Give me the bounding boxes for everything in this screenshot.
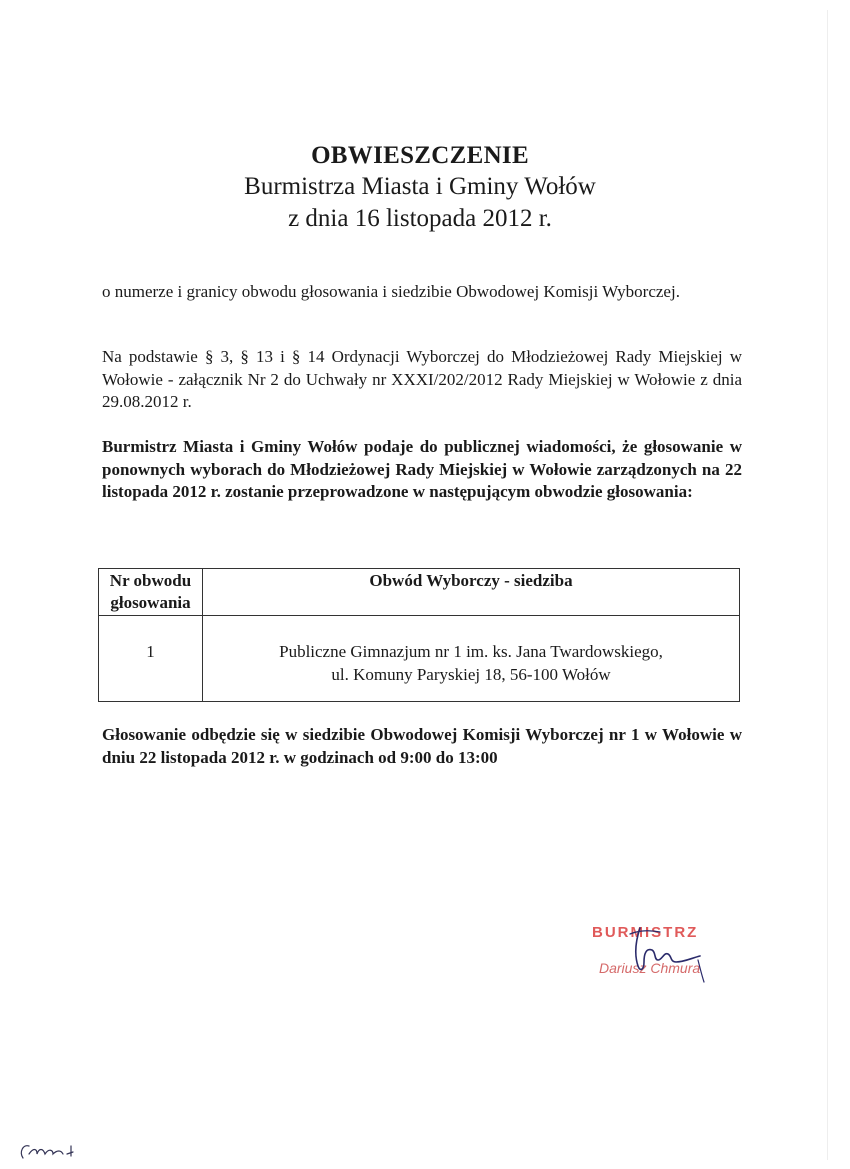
legal-basis-paragraph: Na podstawie § 3, § 13 i § 14 Ordynacji Wyborczej do Młodzieżowej Rady Miejskiej w Wołowie - załącznik Nr 2 do Uchwały nr XXXI/202/2012 Rady Miejskiej w Wołowie z dnia 29.08.2012 r. xyxy=(102,347,742,411)
district-number-cell: 1 xyxy=(99,616,203,702)
document-title: OBWIESZCZENIE xyxy=(311,142,529,169)
stamp-name: Dariusz Chmura xyxy=(599,960,701,976)
announcement-paragraph: Burmistrz Miasta i Gminy Wołów podaje do publicznej wiadomości, że głosowanie w ponownych wyborach do Młodzieżowej Rady Miejskiej w Wołowie zarządzonych na 22 listopada 2012 r. zostanie przeprowadzone w następującym obwodzie głosowania: xyxy=(102,437,742,501)
voting-district-table xyxy=(98,568,740,702)
document-issuer: Burmistrza Miasta i Gminy Wołów xyxy=(244,173,596,200)
seat-name: Publiczne Gimnazjum nr 1 im. ks. Jana Twardowskiego, xyxy=(279,642,663,661)
stamp-title: BURMISTRZ xyxy=(592,924,699,941)
column-header-district-number xyxy=(99,569,203,616)
document-header xyxy=(0,140,840,235)
seat-address: ul. Komuny Paryskiej 18, 56-100 Wołów xyxy=(331,665,611,684)
column-header-district-seat: Obwód Wyborczy - siedziba xyxy=(203,569,740,616)
subject-paragraph: o numerze i granicy obwodu głosowania i siedzibie Obwodowej Komisji Wyborczej. xyxy=(102,282,680,301)
column-header-line: głosowania xyxy=(110,593,191,612)
handwritten-mark xyxy=(15,1138,95,1163)
table-row xyxy=(99,616,740,702)
document-date: z dnia 16 listopada 2012 r. xyxy=(288,205,552,232)
voting-info-paragraph: Głosowanie odbędzie się w siedzibie Obwodowej Komisji Wyborczej nr 1 w Wołowie w dniu 22 listopada 2012 r. w godzinach od 9:00 do 13:00 xyxy=(102,725,742,767)
district-seat-cell xyxy=(203,616,740,702)
column-header-line: Nr obwodu xyxy=(109,571,192,590)
table-header-row xyxy=(99,569,740,616)
handwritten-signature xyxy=(600,920,710,990)
